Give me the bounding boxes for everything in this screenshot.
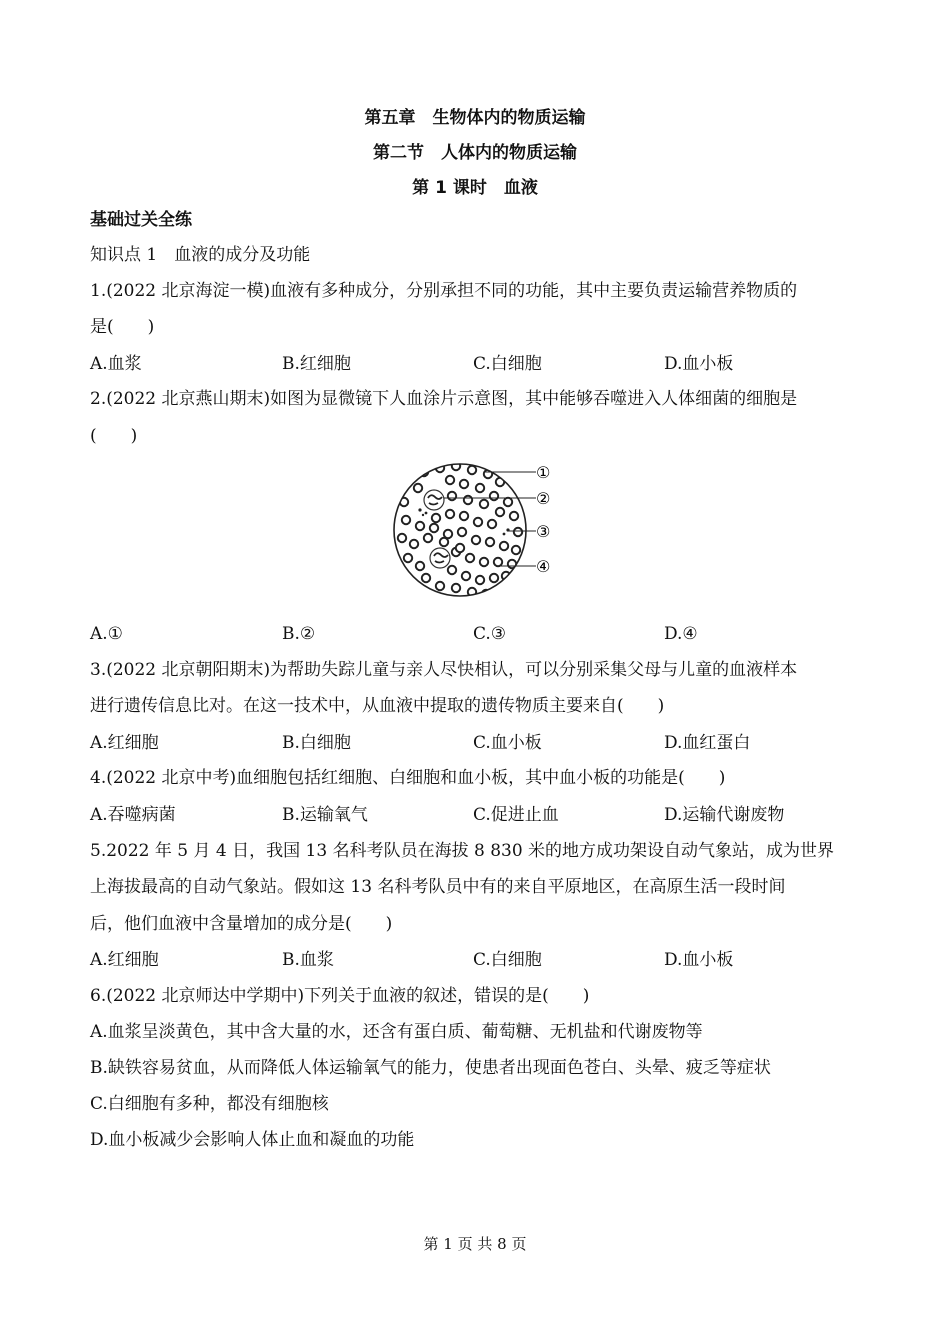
practice-heading: 基础过关全练	[90, 210, 192, 230]
red-blood-cell	[494, 558, 502, 566]
question-4-option-c[interactable]: C.促进止血	[473, 805, 559, 825]
red-blood-cell	[422, 574, 430, 582]
red-blood-cell	[502, 572, 510, 580]
question-2-option-c[interactable]: C.③	[473, 624, 507, 644]
section-title: 第二节 人体内的物质运输	[373, 143, 577, 163]
question-3-line-1: 3.(2022 北京朝阳期末)为帮助失踪儿童与亲人尽快相认，可以分别采集父母与儿童的血液样本	[90, 660, 798, 680]
red-blood-cell	[448, 566, 456, 574]
red-blood-cell	[410, 540, 418, 548]
question-5-option-d[interactable]: D.血小板	[664, 950, 734, 970]
question-3-line-2: 进行遗传信息比对。在这一技术中，从血液中提取的遗传物质主要来自( )	[90, 696, 665, 716]
red-blood-cell	[456, 544, 464, 552]
question-1-line-2: 是( )	[90, 317, 155, 337]
knowledge-point-heading: 知识点 1 血液的成分及功能	[90, 245, 311, 265]
question-6-choice-c[interactable]: C.白细胞有多种，都没有细胞核	[90, 1094, 329, 1114]
red-blood-cell	[462, 572, 470, 580]
white-blood-cell-1	[424, 490, 444, 510]
question-3-option-c[interactable]: C.血小板	[473, 733, 542, 753]
red-blood-cell	[430, 524, 438, 532]
question-2-option-a[interactable]: A.①	[90, 624, 123, 644]
red-blood-cell	[468, 466, 476, 474]
red-blood-cell	[398, 534, 406, 542]
figure-label-2: ②	[536, 489, 551, 508]
question-4-option-a[interactable]: A.吞噬病菌	[90, 805, 176, 825]
red-blood-cell	[448, 492, 456, 500]
question-5-option-a[interactable]: A.红细胞	[90, 950, 159, 970]
red-blood-cell	[424, 534, 432, 542]
question-1-option-a[interactable]: A.血浆	[90, 354, 142, 374]
question-3-option-d[interactable]: D.血红蛋白	[664, 733, 751, 753]
red-blood-cell	[480, 558, 488, 566]
white-blood-cell-2	[430, 548, 450, 568]
red-blood-cell	[512, 546, 520, 554]
red-blood-cell	[446, 476, 454, 484]
red-blood-cell	[464, 496, 472, 504]
red-blood-cell	[490, 492, 498, 500]
red-blood-cell	[458, 528, 466, 536]
blood-smear-figure	[390, 458, 570, 606]
lesson-title: 第 1 课时 血液	[412, 178, 538, 198]
red-blood-cell	[504, 498, 512, 506]
red-blood-cell	[486, 538, 494, 546]
red-blood-cell	[476, 484, 484, 492]
figure-label-3: ③	[536, 522, 551, 541]
red-blood-cell	[452, 584, 460, 592]
page-footer: 第 1 页 共 8 页	[423, 1235, 527, 1253]
question-3-option-b[interactable]: B.白细胞	[282, 733, 351, 753]
question-5-option-c[interactable]: C.白细胞	[473, 950, 542, 970]
figure-label-4: ④	[536, 557, 551, 576]
question-5-option-b[interactable]: B.血浆	[282, 950, 334, 970]
question-5-options	[90, 948, 870, 972]
red-blood-cell	[446, 510, 454, 518]
question-6-line-1: 6.(2022 北京师达中学期中)下列关于血液的叙述，错误的是( )	[90, 986, 590, 1006]
question-1-line-1: 1.(2022 北京海淀一模)血液有多种成分，分别承担不同的功能，其中主要负责运输营养物质的	[90, 281, 798, 301]
red-blood-cell	[496, 508, 504, 516]
red-blood-cell	[416, 562, 424, 570]
question-2-line-1: 2.(2022 北京燕山期末)如图为显微镜下人血涂片示意图，其中能够吞噬进入人体细菌的细胞是	[90, 389, 798, 409]
question-3-option-a[interactable]: A.红细胞	[90, 733, 159, 753]
red-blood-cell	[500, 542, 508, 550]
red-blood-cell	[476, 576, 484, 584]
question-3-options	[90, 731, 870, 755]
red-blood-cell	[440, 538, 448, 546]
question-6-choice-b[interactable]: B.缺铁容易贫血，从而降低人体运输氧气的能力，使患者出现面色苍白、头晕、疲乏等症状	[90, 1058, 771, 1078]
question-5-line-1: 5.2022 年 5 月 4 日，我国 13 名科考队员在海拔 8 830 米的地方成功架设自动气象站，成为世界	[90, 841, 835, 861]
question-2-options	[90, 622, 870, 646]
question-4-option-d[interactable]: D.运输代谢废物	[664, 805, 785, 825]
red-blood-cell	[432, 514, 440, 522]
red-blood-cell	[452, 462, 460, 470]
question-4-line-1: 4.(2022 北京中考)血细胞包括红细胞、白细胞和血小板，其中血小板的功能是( )	[90, 768, 726, 788]
question-6-choice-d[interactable]: D.血小板减少会影响人体止血和凝血的功能	[90, 1130, 415, 1150]
red-blood-cell	[488, 520, 496, 528]
figure-label-1: ①	[536, 463, 551, 482]
red-blood-cell	[460, 480, 468, 488]
question-1-options	[90, 352, 870, 376]
red-blood-cell	[474, 518, 482, 526]
question-4-options	[90, 803, 870, 827]
question-1-option-d[interactable]: D.血小板	[664, 354, 734, 374]
red-blood-cell	[472, 536, 480, 544]
question-5-line-2: 上海拔最高的自动气象站。假如这 13 名科考队员中有的来自平原地区，在高原生活一段时间	[90, 877, 786, 897]
red-blood-cell	[480, 500, 488, 508]
question-4-option-b[interactable]: B.运输氧气	[282, 805, 368, 825]
red-blood-cell	[414, 484, 422, 492]
question-1-option-c[interactable]: C.白细胞	[473, 354, 542, 374]
question-2-option-b[interactable]: B.②	[282, 624, 316, 644]
chapter-title: 第五章 生物体内的物质运输	[364, 108, 586, 128]
red-blood-cell	[510, 512, 518, 520]
red-blood-cell	[490, 574, 498, 582]
red-blood-cell	[460, 512, 468, 520]
red-blood-cell	[436, 582, 444, 590]
question-5-line-3: 后，他们血液中含量增加的成分是( )	[90, 914, 393, 934]
question-2-line-2: ( )	[90, 426, 138, 446]
red-blood-cell	[402, 516, 410, 524]
question-6-choice-a[interactable]: A.血浆呈淡黄色，其中含大量的水，还含有蛋白质、葡萄糖、无机盐和代谢废物等	[90, 1022, 703, 1042]
question-1-option-b[interactable]: B.红细胞	[282, 354, 351, 374]
red-blood-cell	[404, 554, 412, 562]
question-2-option-d[interactable]: D.④	[664, 624, 698, 644]
red-blood-cell	[514, 528, 522, 536]
red-blood-cell	[416, 522, 424, 530]
red-blood-cells	[398, 462, 522, 598]
red-blood-cell	[466, 554, 474, 562]
